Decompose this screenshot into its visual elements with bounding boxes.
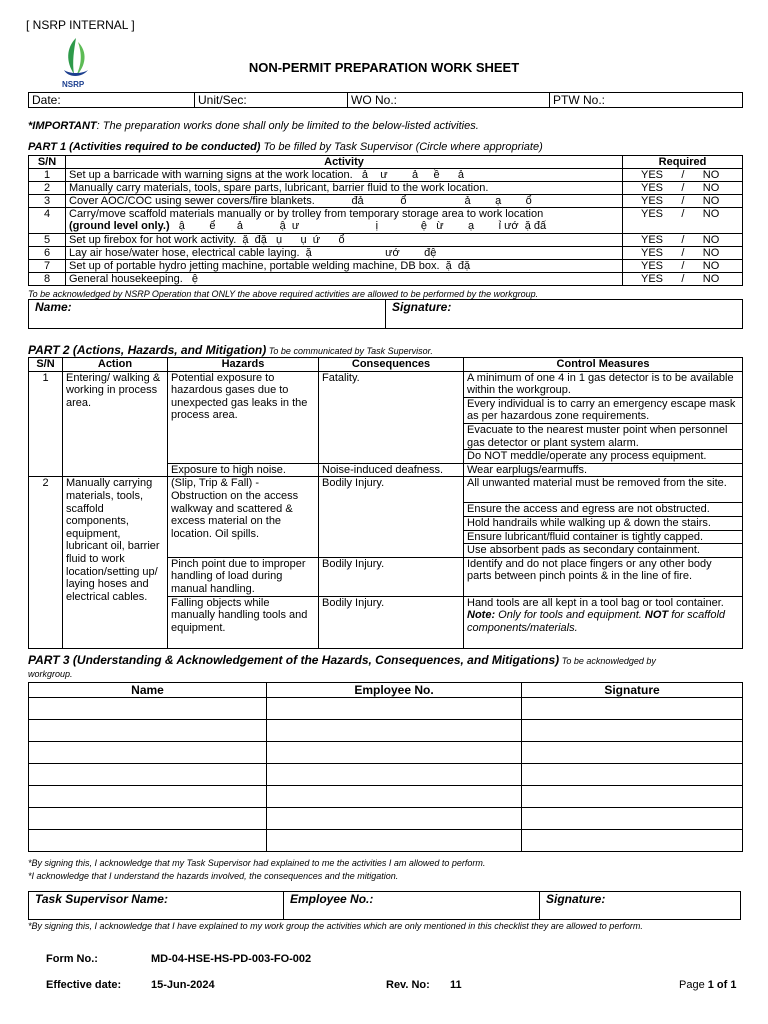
required-choice[interactable]: YES / NO — [623, 273, 743, 286]
part3-table — [28, 682, 743, 852]
form-no-label: Form No.: — [46, 953, 98, 965]
ptw-no-field[interactable]: PTW No.: — [550, 93, 743, 108]
activity-text: Cover AOC/COC using sewer covers/fire blankets. đả ổ ả ạ ổ — [66, 195, 623, 208]
table-row — [29, 742, 743, 764]
part2-consequence: Fatality. — [319, 371, 464, 463]
control-measure: Hold handrails while walking up & down the stairs. — [464, 516, 743, 530]
classification-label: [ NSRP INTERNAL ] — [26, 18, 135, 32]
name-cell[interactable] — [29, 720, 267, 742]
page-title: NON-PERMIT PREPARATION WORK SHEET — [248, 60, 520, 75]
required-choice[interactable]: YES / NO — [623, 182, 743, 195]
part2-title: PART 2 (Actions, Hazards, and Mitigation) — [28, 343, 267, 357]
form-no-value: MD-04-HSE-HS-PD-003-FO-002 — [151, 953, 312, 965]
part1-table — [28, 155, 743, 286]
part3-col-employee-no: Employee No. — [267, 683, 522, 698]
important-text: : The preparation works done shall only be limited to the below-listed activities. — [96, 120, 479, 132]
part2-col-hazards: Hazards — [168, 358, 319, 372]
part3-col-signature: Signature — [522, 683, 743, 698]
table-row — [29, 698, 743, 720]
activity-row — [29, 182, 743, 195]
part2-consequence: Bodily Injury. — [319, 477, 464, 557]
employee-no-cell[interactable] — [267, 786, 522, 808]
part2-consequence: Noise-induced deafness. — [319, 463, 464, 477]
supervisor-signature-field[interactable]: Signature: — [540, 892, 741, 920]
name-cell[interactable] — [29, 808, 267, 830]
control-measure: Identify and do not place fingers or any other body parts between pinch points & in the line of fire. — [464, 557, 743, 596]
activity-row — [29, 195, 743, 208]
part3-ack-2: *I acknowledge that I understand the hazards involved, the consequences and the mitigation. — [28, 871, 399, 881]
employee-no-cell[interactable] — [267, 808, 522, 830]
part3-note-2: workgroup. — [28, 669, 73, 679]
control-measure: All unwanted material must be removed from the site. — [464, 477, 743, 503]
rev-no-value: 11 — [450, 979, 462, 991]
signature-cell[interactable] — [522, 720, 743, 742]
page-number: Page 1 of 1 — [679, 979, 737, 991]
effective-date-label: Effective date: — [46, 979, 122, 991]
part3-col-name: Name — [29, 683, 267, 698]
employee-no-cell[interactable] — [267, 764, 522, 786]
table-row — [29, 808, 743, 830]
employee-no-cell[interactable] — [267, 830, 522, 852]
part2-hazard: Pinch point due to improper handling of load during manual handling. — [168, 557, 319, 596]
control-measure: A minimum of one 4 in 1 gas detector is to be available within the workgroup. — [464, 371, 743, 397]
part2-sn: 1 — [29, 371, 63, 477]
employee-no-cell[interactable] — [267, 698, 522, 720]
table-row — [29, 786, 743, 808]
activity-sn: 1 — [29, 169, 66, 182]
activity-text: Set up firebox for hot work activity. ặ đặ ụ ụ ứ ổ — [66, 234, 623, 247]
part2-hazard: Falling objects while manually handling tools and equipment. — [168, 596, 319, 648]
signature-cell[interactable] — [522, 830, 743, 852]
task-supervisor-name-field[interactable]: Task Supervisor Name: — [29, 892, 284, 920]
activity-sn: 3 — [29, 195, 66, 208]
part1-col-sn: S/N — [29, 156, 66, 169]
name-cell[interactable] — [29, 764, 267, 786]
part2-hazard: (Slip, Trip & Fall) - Obstruction on the access walkway and scattered & excess material on the location. Oil spills. — [168, 477, 319, 557]
activity-row — [29, 247, 743, 260]
part1-col-activity: Activity — [66, 156, 623, 169]
name-cell[interactable] — [29, 786, 267, 808]
control-measure: Ensure lubricant/fluid container is tightly capped. — [464, 530, 743, 544]
part2-consequence: Bodily Injury. — [319, 596, 464, 648]
activity-row — [29, 260, 743, 273]
part1-heading — [28, 141, 543, 153]
signature-cell[interactable] — [522, 808, 743, 830]
part1-col-required: Required — [623, 156, 743, 169]
employee-no-cell[interactable] — [267, 720, 522, 742]
required-choice[interactable]: YES / NO — [623, 208, 743, 234]
part2-consequence: Bodily Injury. — [319, 557, 464, 596]
supervisor-employee-no-field[interactable]: Employee No.: — [284, 892, 540, 920]
part2-heading — [28, 343, 433, 357]
supervisor-ack: *By signing this, I acknowledge that I have explained to my work group the activities which are only mentioned in this checklist they are allowed to perform. — [28, 921, 643, 931]
table-row — [29, 764, 743, 786]
part2-col-action: Action — [63, 358, 168, 372]
employee-no-cell[interactable] — [267, 742, 522, 764]
part1-signature-field[interactable]: Signature: — [386, 300, 743, 329]
required-choice[interactable]: YES / NO — [623, 260, 743, 273]
activity-row — [29, 273, 743, 286]
activity-row — [29, 234, 743, 247]
name-cell[interactable] — [29, 830, 267, 852]
hazard-row — [29, 371, 743, 397]
important-label: *IMPORTANT — [28, 120, 97, 132]
part2-table — [28, 357, 743, 649]
activity-sn: 6 — [29, 247, 66, 260]
rev-no-label: Rev. No: — [386, 979, 430, 991]
activity-row — [29, 169, 743, 182]
required-choice[interactable]: YES / NO — [623, 247, 743, 260]
control-measure: Every individual is to carry an emergency escape mask as per hazardous zone requirements. — [464, 397, 743, 423]
logo-text: NSRP — [62, 80, 85, 89]
control-measure: Use absorbent pads as secondary containment. — [464, 544, 743, 558]
required-choice[interactable]: YES / NO — [623, 169, 743, 182]
hazard-row — [29, 477, 743, 503]
signature-cell[interactable] — [522, 742, 743, 764]
part3-heading — [28, 653, 742, 669]
wo-no-field[interactable]: WO No.: — [348, 93, 550, 108]
part2-col-controls: Control Measures — [464, 358, 743, 372]
part1-name-field[interactable]: Name: — [29, 300, 386, 329]
part3-ack-1: *By signing this, I acknowledge that my Task Supervisor had explained to me the activities I am allowed to perform. — [28, 858, 486, 868]
part2-col-sn: S/N — [29, 358, 63, 372]
part3-note: To be acknowledged by — [559, 656, 656, 666]
activity-text: Carry/move scaffold materials manually or by trolley from temporary storage area to work location (ground level only.) ậ ể ả ậ ư ị ệ ừ ạ ỉ ướ ặ đấ — [66, 208, 623, 234]
supervisor-sign-table — [28, 891, 741, 920]
part2-hazard: Potential exposure to hazardous gases due to unexpected gas leaks in the process area. — [168, 371, 319, 463]
part1-sign-table — [28, 299, 743, 329]
effective-date-value: 15-Jun-2024 — [151, 979, 215, 991]
control-measure: Hand tools are all kept in a tool bag or tool container. Note: Only for tools and equipment. NOT for scaffold components/materials. — [464, 596, 743, 648]
part2-note: To be communicated by Task Supervisor. — [266, 346, 433, 356]
activity-row — [29, 208, 743, 234]
activity-text: Set up a barricade with warning signs at the work location. ả ư ả ề ả — [66, 169, 623, 182]
activity-sn: 4 — [29, 208, 66, 234]
activity-sn: 8 — [29, 273, 66, 286]
activity-text: Lay air hose/water hose, electrical cable laying. ặ ướ đệ — [66, 247, 623, 260]
control-measure: Do NOT meddle/operate any process equipment. — [464, 450, 743, 464]
signature-cell[interactable] — [522, 764, 743, 786]
important-note — [28, 120, 479, 132]
name-cell[interactable] — [29, 698, 267, 720]
activity-text: Manually carry materials, tools, spare parts, lubricant, barrier fluid to the work location. — [66, 182, 623, 195]
unit-sec-field[interactable]: Unit/Sec: — [195, 93, 348, 108]
signature-cell[interactable] — [522, 698, 743, 720]
part1-note: To be filled by Task Supervisor (Circle where appropriate) — [260, 141, 543, 153]
name-cell[interactable] — [29, 742, 267, 764]
control-measure: Ensure the access and egress are not obstructed. — [464, 503, 743, 517]
control-measure: Wear earplugs/earmuffs. — [464, 463, 743, 477]
table-row — [29, 720, 743, 742]
activity-text: General housekeeping. ệ — [66, 273, 623, 286]
part1-title: PART 1 (Activities required to be conducted) — [28, 141, 261, 153]
part2-sn: 2 — [29, 477, 63, 648]
part2-action: Manually carrying materials, tools, scaffold components, equipment, lubricant oil, barrier fluid to work location/setting up/ laying hoses and electrical cables. — [63, 477, 168, 648]
note-label: Note: — [467, 609, 496, 622]
date-field[interactable]: Date: — [29, 93, 195, 108]
activity-sn: 5 — [29, 234, 66, 247]
activity-sn: 2 — [29, 182, 66, 195]
signature-cell[interactable] — [522, 786, 743, 808]
table-row — [29, 830, 743, 852]
part2-hazard: Exposure to high noise. — [168, 463, 319, 477]
part1-ack-note: To be acknowledged by NSRP Operation that ONLY the above required activities are allowed to be performed by the workgroup. — [28, 289, 539, 299]
part2-col-consequences: Consequences — [319, 358, 464, 372]
required-choice[interactable]: YES / NO — [623, 234, 743, 247]
activity-sn: 7 — [29, 260, 66, 273]
activity-text: Set up of portable hydro jetting machine, portable welding machine, DB box. ặ đặ — [66, 260, 623, 273]
part3-title: PART 3 (Understanding & Acknowledgement of the Hazards, Consequences, and Mitigations) — [28, 653, 560, 667]
header-fields-table — [28, 92, 743, 108]
required-choice[interactable]: YES / NO — [623, 195, 743, 208]
control-measure: Evacuate to the nearest muster point when personnel gas detector or plant system alarm. — [464, 423, 743, 449]
part2-action: Entering/ walking & working in process area. — [63, 371, 168, 477]
